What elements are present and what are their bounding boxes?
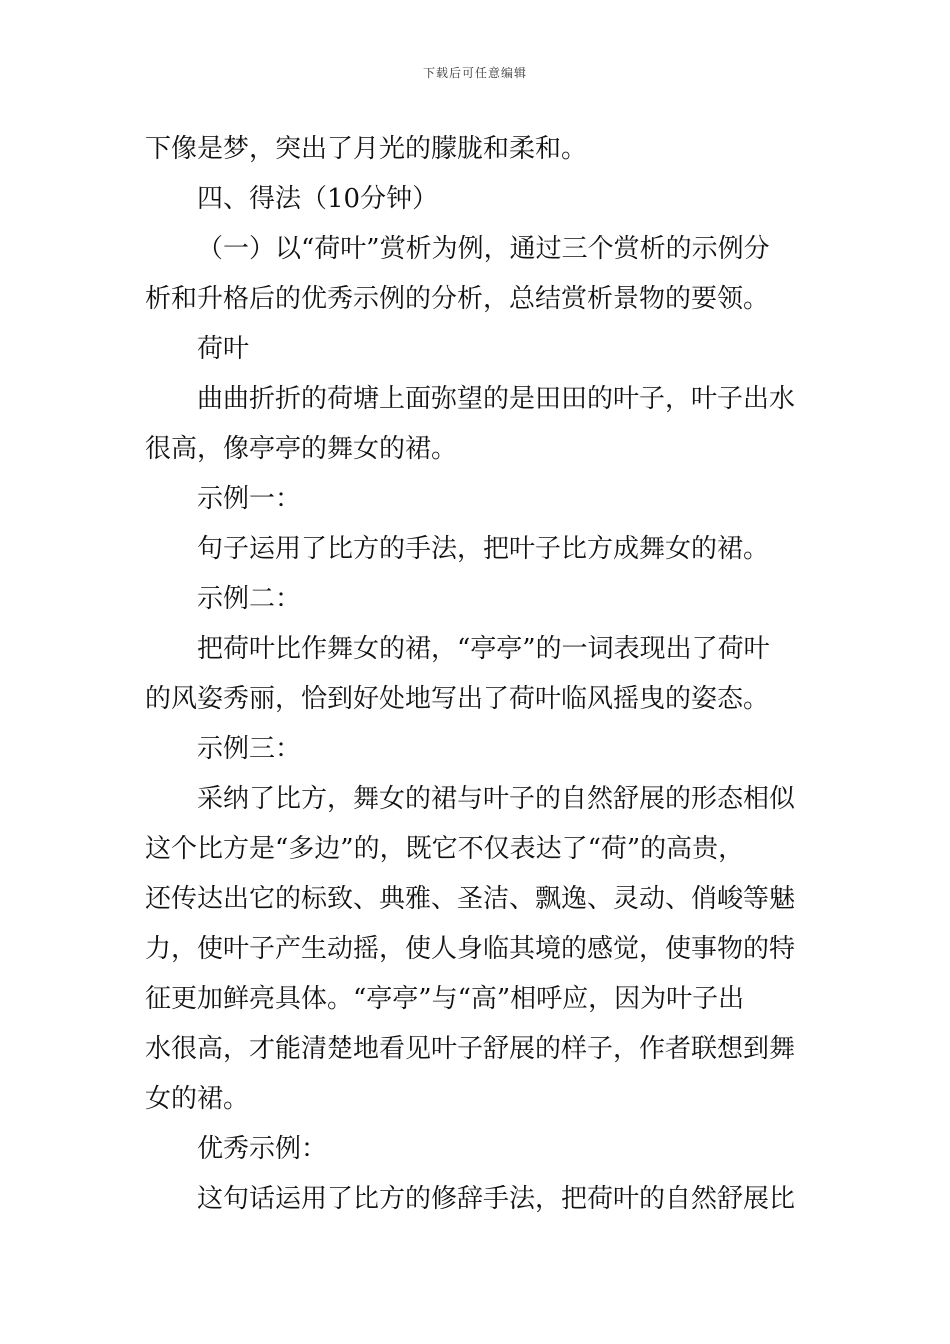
example-label: 优秀示例： xyxy=(197,1134,328,1164)
subheading-lotus-leaf: 荷叶 xyxy=(197,334,250,364)
text-line: 征更加鲜亮具体。“亭亭”与“高”相呼应，因为叶子出 xyxy=(145,984,745,1014)
text-line: 句子运用了比方的手法，把叶子比方成舞女的裙。 xyxy=(197,534,770,564)
text-line: 析和升格后的优秀示例的分析，总结赏析景物的要领。 xyxy=(145,284,770,314)
text-line: 水很高，才能清楚地看见叶子舒展的样子，作者联想到舞 xyxy=(145,1034,796,1064)
example-label: 示例二： xyxy=(197,584,302,614)
text-line: 这个比方是“多边”的，既它不仅表达了“荷”的高贵， xyxy=(145,834,745,864)
text-line: 下像是梦，突出了月光的朦胧和柔和。 xyxy=(145,134,588,164)
text-line: 这句话运用了比方的修辞手法，把荷叶的自然舒展比 xyxy=(197,1184,796,1214)
text-line: 曲曲折折的荷塘上面弥望的是田田的叶子，叶子出水 xyxy=(197,384,796,414)
document-body xyxy=(145,124,811,1224)
section-heading: 四、得法（10分钟） xyxy=(197,184,439,214)
page-header: 下载后可任意编辑 xyxy=(422,66,527,80)
text-line: 的风姿秀丽，恰到好处地写出了荷叶临风摇曳的姿态。 xyxy=(145,684,770,714)
example-label: 示例三： xyxy=(197,734,302,764)
text-line: 很高，像亭亭的舞女的裙。 xyxy=(145,434,458,464)
example-label: 示例一： xyxy=(197,484,302,514)
text-line: 还传达出它的标致、典雅、圣洁、飘逸、灵动、俏峻等魅 xyxy=(145,884,796,914)
text-line: 力，使叶子产生动摇，使人身临其境的感觉，使事物的特 xyxy=(145,934,796,964)
text-line: 把荷叶比作舞女的裙，“亭亭”的一词表现出了荷叶 xyxy=(197,634,770,664)
text-line: 女的裙。 xyxy=(145,1084,250,1114)
text-line: 采纳了比方，舞女的裙与叶子的自然舒展的形态相似 xyxy=(197,784,796,814)
text-line: （一）以“荷叶”赏析为例，通过三个赏析的示例分 xyxy=(197,234,770,264)
